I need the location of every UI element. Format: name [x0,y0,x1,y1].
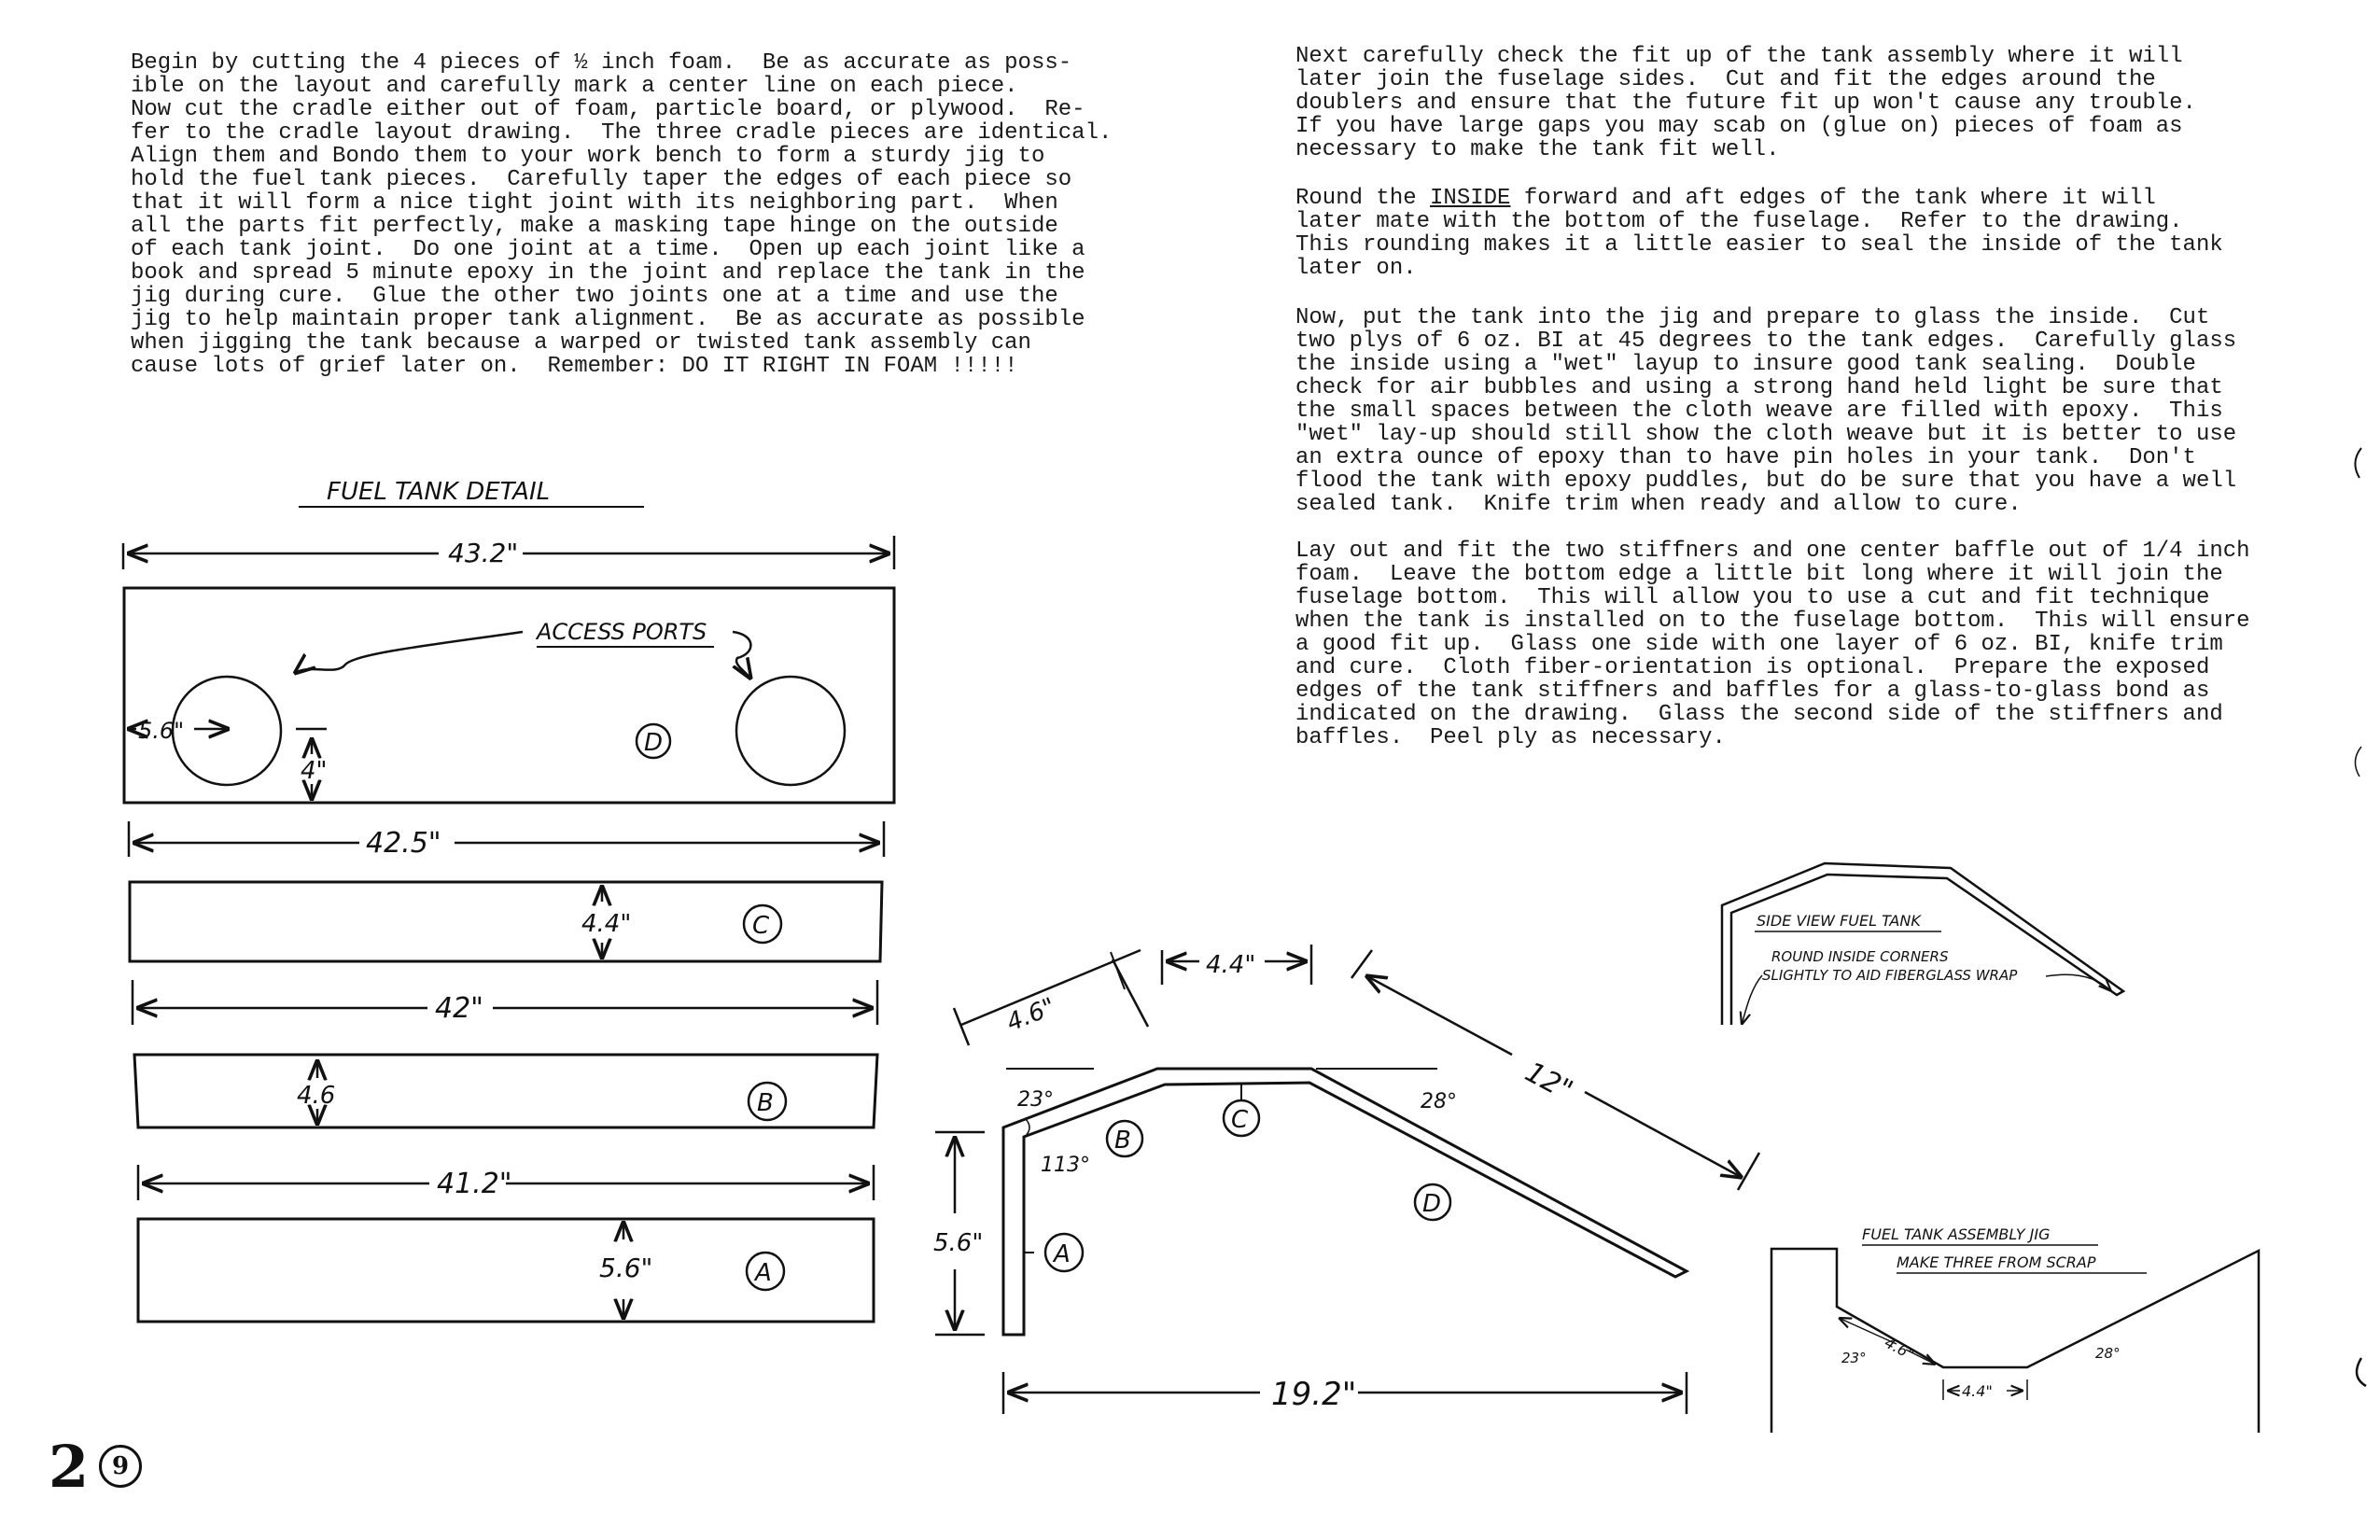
piece-d-length: 43.2" [448,538,519,568]
jig-title: FUEL TANK ASSEMBLY JIG [1862,1225,2051,1243]
piece-b-letter: B [757,1089,774,1117]
section-angle-3: 28° [1421,1090,1457,1113]
piece-a-height: 5.6" [599,1253,653,1283]
section-dim-c: 4.4" [1206,951,1256,979]
side-view-note-1: ROUND INSIDE CORNERS [1771,948,1949,965]
port-offset-dim: 5.6" [138,718,185,744]
section-dim-width: 19.2" [1271,1376,1357,1413]
jig-dim-2: 4.4" [1962,1382,1993,1400]
tank-section-outline [1003,1069,1687,1335]
side-view-tank-outline [1722,863,2123,1025]
side-view-title: SIDE VIEW FUEL TANK [1757,912,1921,930]
jig-outline [1771,1249,2259,1433]
right-paragraph-fit-up: Next carefully check the fit up of the tank assembly where it will later join the fuselage sides. Cut and fit the edges around the doublers and ensure that the future fit up won't cause any trouble. If you have large gaps you may scab on (glue on) pieces of foam as necessary to make the tank fit well. [1295,44,2196,162]
access-port-left [173,677,281,785]
piece-d-letter: D [644,729,664,757]
jig-angle-1: 23° [1841,1350,1867,1366]
piece-a-length: 41.2" [437,1168,512,1200]
jig-dim-1: 4.6" [1882,1333,1918,1364]
section-dim-d: 12" [1519,1056,1578,1108]
side-view-note-2: SLIGHTLY TO AID FIBERGLASS WRAP [1762,967,2018,984]
piece-c-length: 42.5" [366,827,441,860]
binder-mark [2355,747,2361,777]
inside-emphasis: INSIDE [1430,186,1511,211]
jig-subtitle: MAKE THREE FROM SCRAP [1897,1253,2096,1271]
piece-c-letter: C [752,912,770,940]
section-dim-b: 4.6" [1002,992,1060,1038]
section-angle-2: 113° [1041,1154,1090,1177]
left-instructions: Begin by cutting the 4 pieces of ½ inch foam. Be as accurate as poss- ible on the layout and carefully mark a center line on each piece. Now cut the cradle either out of foam, particle board, or plywood. Re- fer to the cradle layout drawing. The three cradle pieces are identical. Align them and Bondo them to your work bench to form a sturdy jig to hold the fuel tank pieces. Carefully taper the edges of each piece so that it will form a nice tight joint with its neighboring part. When all the parts fit perfectly, make a masking tape hinge on the outside of each tank joint. Do one joint at a time. Open up each joint like a book and spread 5 minute epoxy in the joint and replace the tank in the jig during cure. Glue the other two joints one at a time and use the jig to help maintain proper tank alignment. Be as accurate as possible when jigging the tank because a warped or twisted tank assembly can cause lots of grief later on. Remember: DO IT RIGHT IN FOAM !!!!! [131,50,1113,379]
binder-mark [2355,448,2361,478]
round-inside-text-start: Round the [1295,186,1431,211]
jig-angle-2: 28° [2095,1345,2121,1362]
piece-d-height: 4" [301,757,328,785]
section-letter-b: B [1114,1127,1131,1155]
round-inside-text-end: forward and aft edges of the tank where it will later mate with the bottom of the fuselage. Refer to the drawing. This rounding makes it a little easier to seal the inside of the tank later on. [1295,186,2223,281]
page-number: 2 [49,1433,90,1501]
section-dim-a: 5.6" [933,1229,984,1257]
section-letter-c: C [1231,1106,1249,1134]
piece-b-height: 4.6 [297,1082,336,1110]
section-letter-a: A [1054,1240,1071,1268]
access-ports-label: ACCESS PORTS [537,619,707,645]
right-paragraph-stiffeners: Lay out and fit the two stiffners and one center baffle out of 1/4 inch foam. Leave the bottom edge a little bit long where it will join the fuselage bottom. This will allow you to use a cut and fit technique when the tank is installed on to the fuselage bottom. This will ensure a good fit up. Glass one side with one layer of 6 oz. BI, knife trim and cure. Cloth fiber-orientation is optional. Prepare the exposed edges of the tank stiffners and baffles for a glass-to-glass bond as indicated on the drawing. Glass the second side of the stiffners and baffles. Peel ply as necessary. [1295,539,2250,750]
fuel-tank-detail-title: FUEL TANK DETAIL [327,478,551,506]
page-circled-number: 9 [99,1445,142,1488]
piece-a-letter: A [755,1259,772,1287]
section-angle-1: 23° [1017,1088,1054,1112]
tank-piece-d [124,588,894,803]
piece-c-height: 4.4" [581,910,632,938]
section-letter-d: D [1422,1190,1442,1218]
access-port-right [736,677,845,785]
binder-mark [2357,1358,2366,1386]
right-paragraph-glass-inside: Now, put the tank into the jig and prepare to glass the inside. Cut two plys of 6 oz. BI at 45 degrees to the tank edges. Carefully glass the inside using a "wet" layup to insure good tank sealing. Double check for air bubbles and using a strong hand held light be sure that the small spaces between the cloth weave are filled with epoxy. This "wet" lay-up should still show the cloth weave but it is better to use an extra ounce of epoxy than to have pin holes in your tank. Don't flood the tank with epoxy puddles, but do be sure that you have a well sealed tank. Knife trim when ready and allow to cure. [1295,305,2237,517]
piece-b-length: 42" [435,992,483,1025]
